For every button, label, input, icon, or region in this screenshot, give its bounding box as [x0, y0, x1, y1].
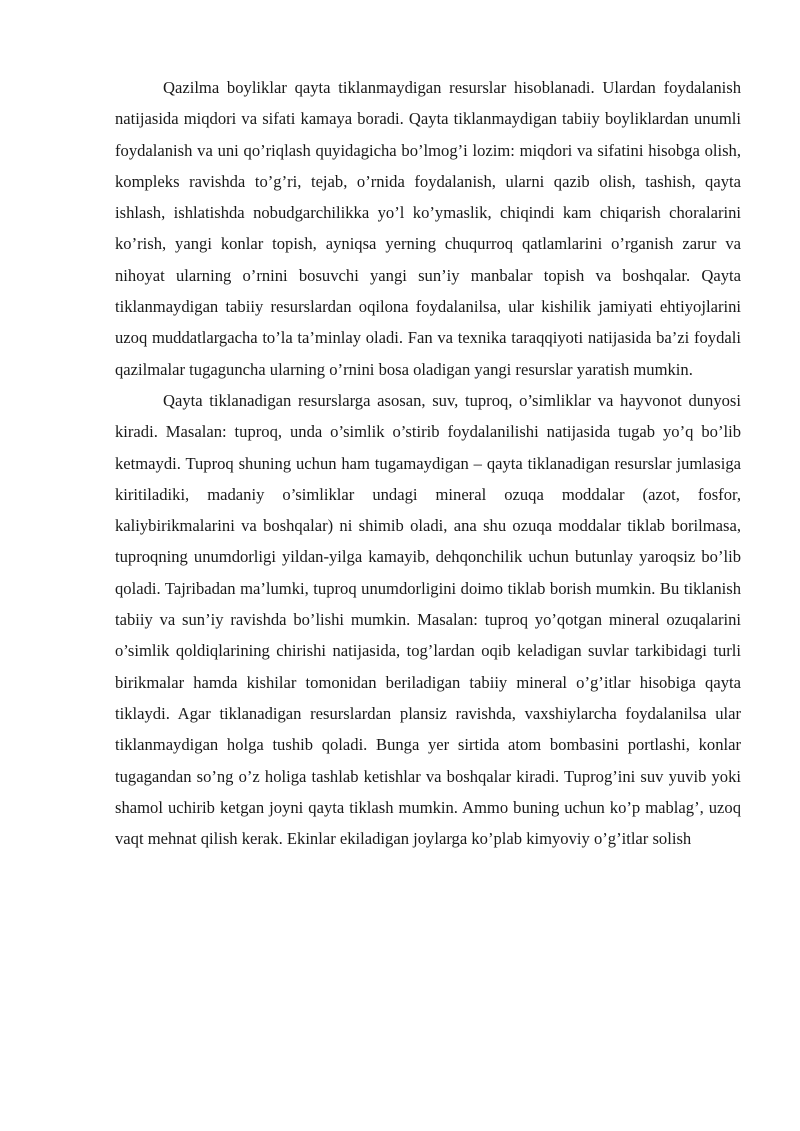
- document-page: [115, 72, 741, 854]
- paragraph-renewable-resources: Qayta tiklanadigan resurslarga asosan, suv, tuproq, o’simliklar va hayvonot dunyosi kiradi. Masalan: tuproq, unda o’simlik o’stirib foydalanilishi natijasida tugab yo’q bo’lib ketmaydi. Tuproq shuning uchun ham tugamaydigan – qayta tiklanadigan resurslar jumlasiga kiritiladiki, madaniy o’simliklar undagi mineral ozuqa moddalar (azot, fosfor, kaliybirikmalarini va boshqalar) ni shimib oladi, ana shu ozuqa moddalar tiklab borilmasa, tuproqning unumdorligi yildan-yilga kamayib, dehqonchilik uchun butunlay yaroqsiz bo’lib qoladi. Tajribadan ma’lumki, tuproq unumdorligini doimo tiklab borish mumkin. Bu tiklanish tabiiy va sun’iy ravishda bo’lishi mumkin. Masalan: tuproq yo’qotgan mineral ozuqalarini o’simlik qoldiqlarining chirishi natijasida, tog’lardan oqib keladigan suvlar tarkibidagi turli birikmalar hamda kishilar tomonidan beriladigan tabiiy mineral o’g’itlar hisobiga qayta tiklaydi. Agar tiklanadigan resurslardan plansiz ravishda, vaxshiylarcha foydalanilsa ular tiklanmaydigan holga tushib qoladi. Bunga yer sirtida atom bombasini portlashi, konlar tugagandan so’ng o’z holiga tashlab ketishlar va boshqalar kiradi. Tuprog’ini suv yuvib yoki shamol uchirib ketgan joyni qayta tiklash mumkin. Ammo buning uchun ko’p mablag’, uzoq vaqt mehnat qilish kerak. Ekinlar ekiladigan joylarga ko’plab kimyoviy o’g’itlar solish: [115, 390, 741, 849]
- paragraph-nonrenewable-resources: Qazilma boyliklar qayta tiklanmaydigan resurslar hisoblanadi. Ulardan foydalanish natijasida miqdori va sifati kamaya boradi. Qayta tiklanmaydigan tabiiy boyliklardan unumli foydalanish va uni qo’riqlash quyidagicha bo’lmog’i lozim: miqdori va sifatini hisobga olish, kompleks ravishda to’g’ri, tejab, o’rnida foydalanish, ularni qazib olish, tashish, qayta ishlash, ishlatishda nobudgarchilikka yo’l ko’ymaslik, chiqindi kam chiqarish choralarini ko’rish, yangi konlar topish, ayniqsa yerning chuqurroq qatlamlarini o’rganish zarur va nihoyat ularning o’rnini bosuvchi yangi sun’iy manbalar topish va boshqalar. Qayta tiklanmaydigan tabiiy resurslardan oqilona foydalanilsa, ular kishilik jamiyati ehtiyojlarini uzoq muddatlargacha to’la ta’minlay oladi. Fan va texnika taraqqiyoti natijasida ba’zi foydali qazilmalar tugaguncha ularning o’rnini bosa oladigan yangi resurslar yaratish mumkin.: [115, 78, 741, 379]
